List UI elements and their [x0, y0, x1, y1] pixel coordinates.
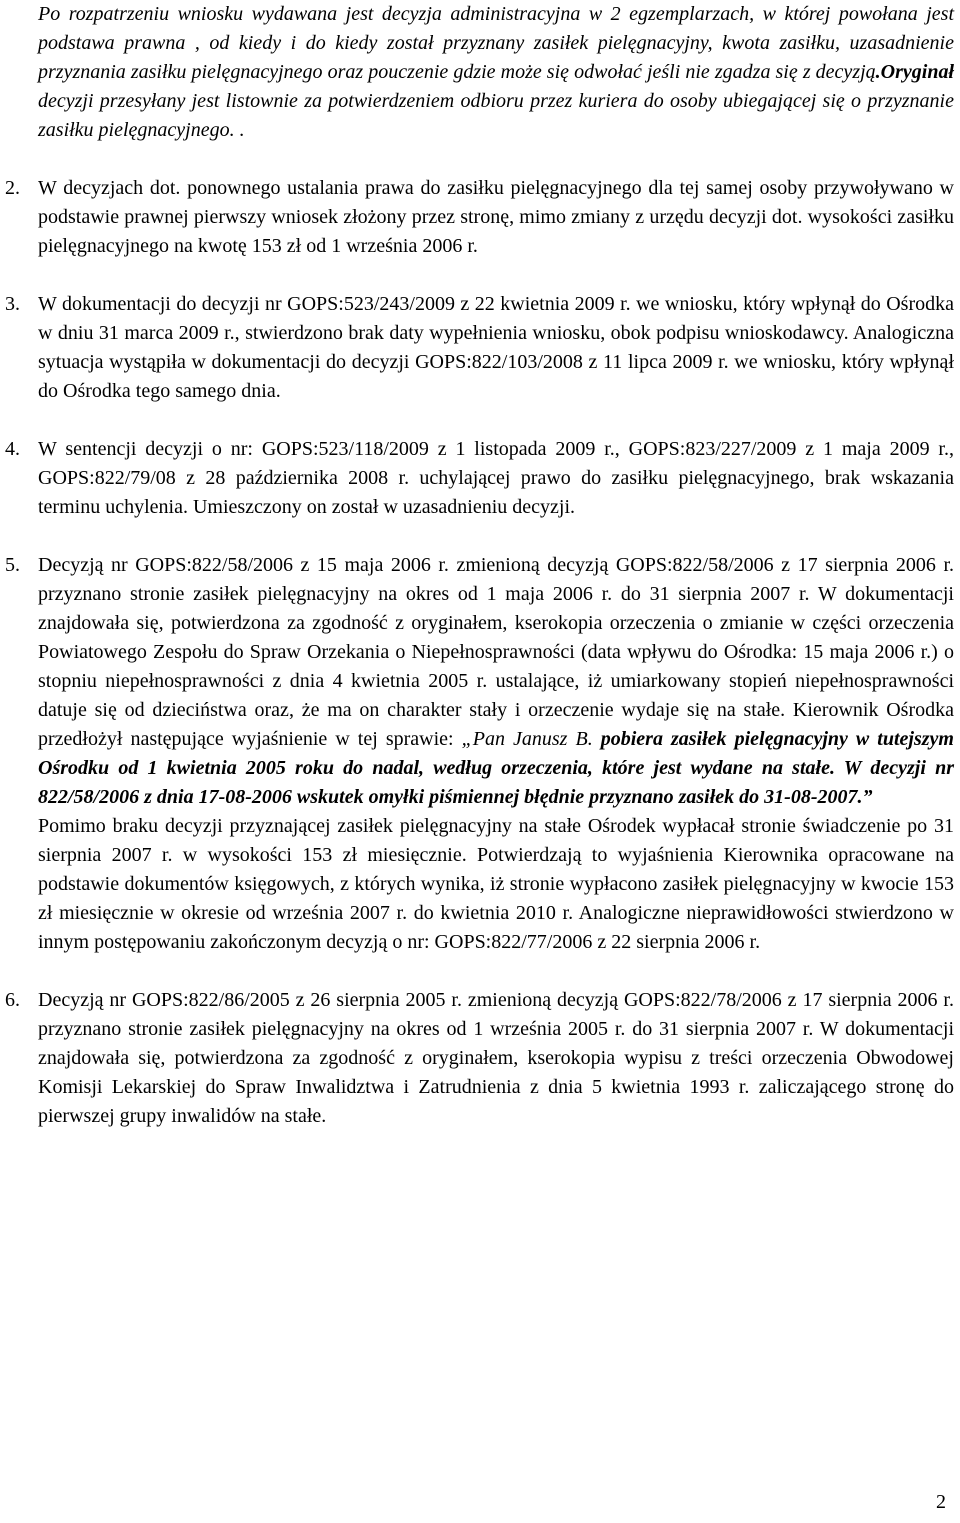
list-item-4 [5, 435, 954, 522]
page-number: 2 [936, 1491, 946, 1513]
list-item-2 [5, 174, 954, 261]
list-item-6 [5, 986, 954, 1131]
item-number: 4. [5, 438, 20, 460]
item-number: 3. [5, 293, 20, 315]
quote-text: pobiera zasiłek pielęgnacyjny w tutejszym Ośrodku od 1 kwietnia 2005 roku do nadal, według orzeczenia, które jest wydane na stałe. W decyzji nr 822/58/2006 z dnia 17-08-2006 wskutek omyłki piśmiennej błędnie przyznano zasiłek do 31-08-2007.” [38, 728, 954, 808]
quote-name: Pan Janusz B. [472, 728, 593, 750]
item-text [38, 551, 954, 812]
item-number: 5. [5, 554, 20, 576]
item-text-a: Decyzją nr GOPS:822/58/2006 z 15 maja 2006 r. zmienioną decyzją GOPS:822/58/2006 z 17 sierpnia 2006 r. przyznano stronie zasiłek pielęgnacyjny na okres od 1 maja 2006 r. do 31 sierpnia 2007 r. W dokumentacji znajdowała się, potwierdzona za zgodność z oryginałem, kserokopia orzeczenia o zmianie w części orzeczenia Powiatowego Zespołu do Spraw Orzekania o Niepełnosprawności (data wpływu do Ośrodka: 15 maja 2006 r.) o stopniu niepełnosprawności z dnia 4 kwietnia 2005 r. ustalające, iż umiarkowany stopień niepełnosprawności datuje się od dzieciństwa oraz, że ma on charakter stały i orzeczenie wydaje się na stałe. Kierownik Ośrodka przedłożył następujące wyjaśnienie w tej sprawie: [38, 554, 954, 750]
intro-text-1: Po rozpatrzeniu wniosku wydawana jest decyzja administracyjna w 2 egzemplarzach, w której powołana jest podstawa prawna , od kiedy i do kiedy został przyznany zasiłek pielęgnacyjny, kwota zasiłku, uzasadnienie przyznania zasiłku pielęgnacyjnego oraz pouczenie gdzie może się odwołać jeśli nie zgadza się z decyzją [38, 3, 954, 83]
list-item-5 [5, 551, 954, 957]
item-number: 6. [5, 989, 20, 1011]
item-text: Decyzją nr GOPS:822/86/2005 z 26 sierpnia 2005 r. zmienioną decyzją GOPS:822/78/2006 z 17 sierpnia 2006 r. przyznano stronie zasiłek pielęgnacyjny na okres od 1 września 2005 r. do 31 sierpnia 2007 r. W dokumentacji znajdowała się, potwierdzona za zgodność z oryginałem, kserokopia wypisu z treści orzeczenia Obwodowej Komisji Lekarskiej do Spraw Inwalidztwa i Zatrudnienia z dnia 5 kwietnia 1993 r. zaliczającego stronę do pierwszej grupy inwalidów na stałe. [38, 989, 954, 1127]
item-text-b: Pomimo braku decyzji przyznającej zasiłek pielęgnacyjny na stałe Ośrodek wypłacał stronie świadczenie po 31 sierpnia 2007 r. w wysokości 153 zł miesięcznie. Potwierdzają to wyjaśnienia Kierownika opracowane na podstawie dokumentów księgowych, z których wynika, iż stronie wypłacono zasiłek pielęgnacyjny w kwocie 153 zł miesięcznie w okresie od września 2007 r. do kwietnia 2010 r. Analogiczne nieprawidłowości stwierdzono w innym postępowaniu zakończonym decyzją o nr: GOPS:822/77/2006 z 22 sierpnia 2006 r. [38, 815, 954, 953]
list-item-3 [5, 290, 954, 406]
intro-paragraph [38, 0, 954, 145]
intro-text-3: decyzji przesyłany jest listownie za potwierdzeniem odbioru przez kuriera do osoby ubiegającej się o przyznanie zasiłku pielęgnacyjnego. . [38, 90, 954, 141]
item-number: 2. [5, 177, 20, 199]
item-text: W dokumentacji do decyzji nr GOPS:523/243/2009 z 22 kwietnia 2009 r. we wniosku, który wpłynął do Ośrodka w dniu 31 marca 2009 r., stwierdzono brak daty wypełnienia wniosku, obok podpisu wnioskodawcy. Analogiczna sytuacja wystąpiła w dokumentacji do decyzji GOPS:822/103/2008 z 11 lipca 2009 r. we wniosku, który wpłynął do Ośrodka tego samego dnia. [38, 293, 954, 402]
intro-text-2: .Oryginał [875, 61, 954, 83]
quote-open: „ [461, 728, 473, 750]
document-page [5, 0, 954, 1131]
item-text: W sentencji decyzji o nr: GOPS:523/118/2009 z 1 listopada 2009 r., GOPS:823/227/2009 z 1 maja 2009 r., GOPS:822/79/08 z 28 października 2008 r. uchylającej prawo do zasiłku pielęgnacyjnego, brak wskazania terminu uchylenia. Umieszczony on został w uzasadnieniu decyzji. [38, 438, 954, 518]
item-text: W decyzjach dot. ponownego ustalania prawa do zasiłku pielęgnacyjnego dla tej samej osoby przywoływano w podstawie prawnej pierwszy wniosek złożony przez stronę, mimo zmiany z urzędu decyzji dot. wysokości zasiłku pielęgnacyjnego na kwotę 153 zł od 1 września 2006 r. [38, 177, 954, 257]
